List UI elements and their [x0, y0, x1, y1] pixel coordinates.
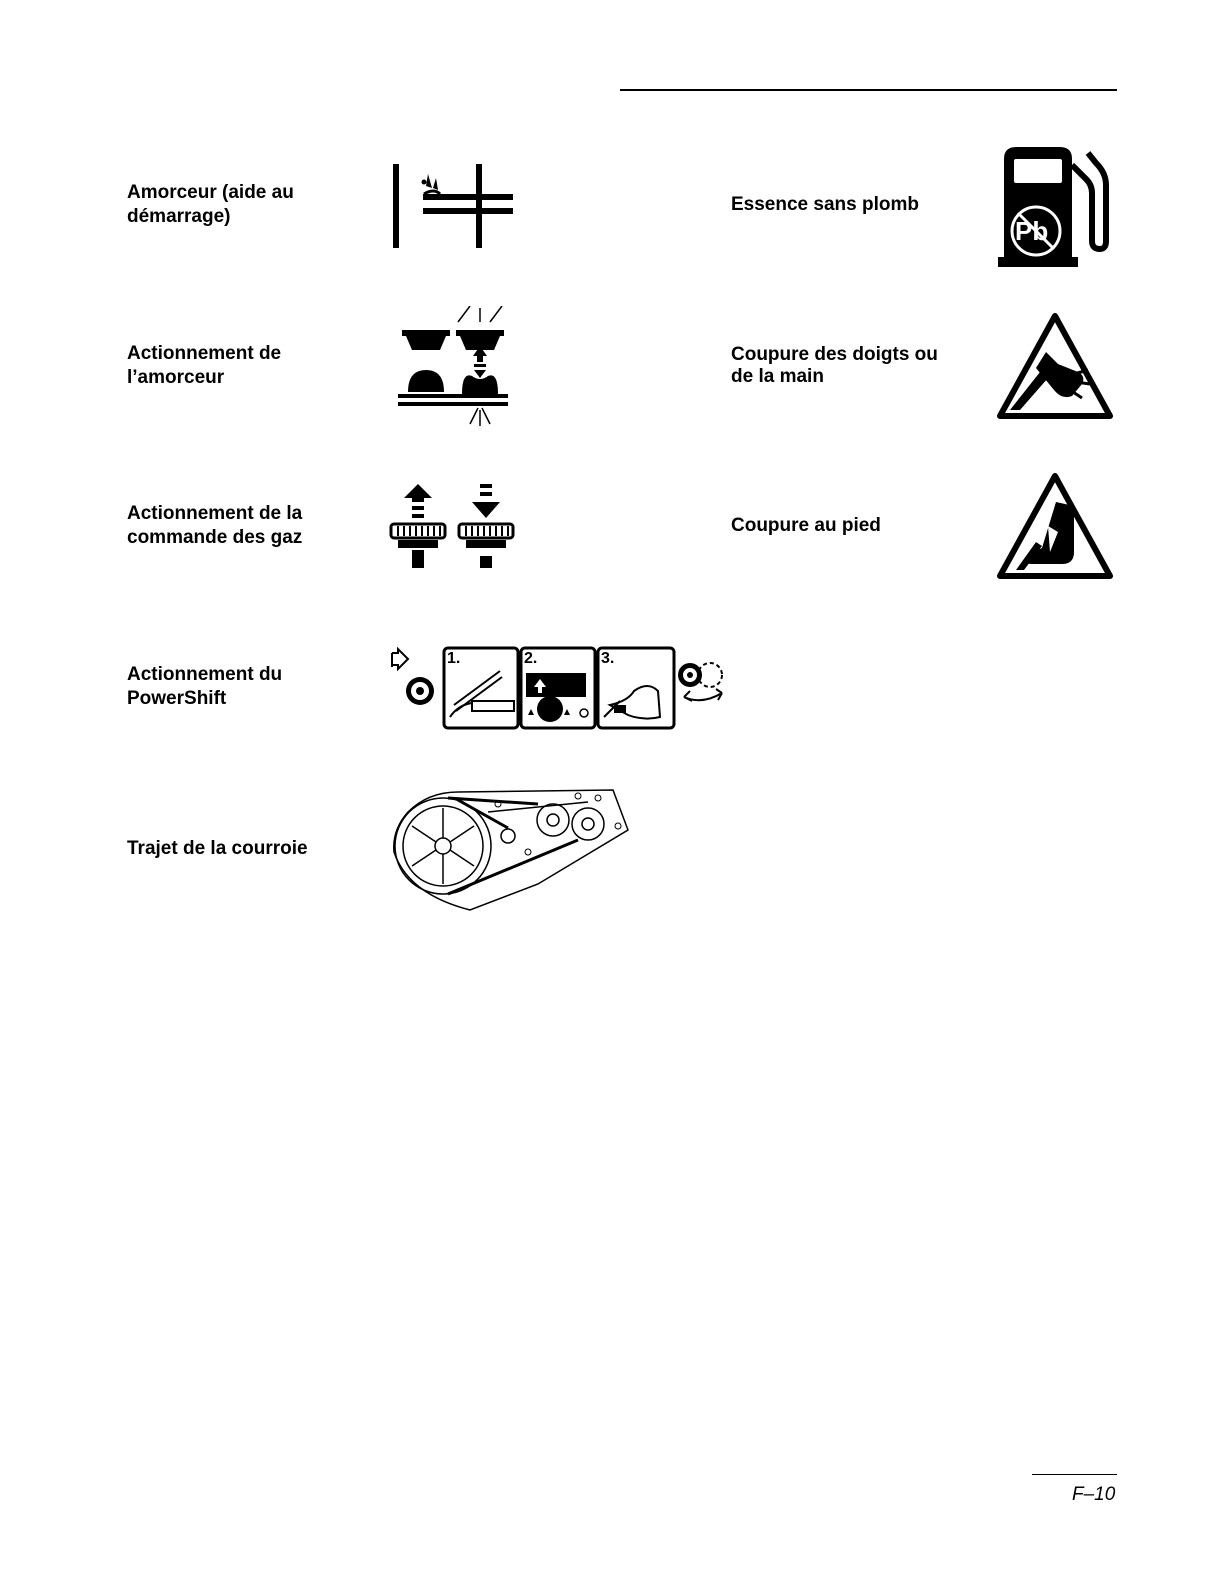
- label-throttle-operation: Actionnement de la commande des gaz: [127, 503, 303, 548]
- belt-routing-diagram: [388, 782, 634, 914]
- throttle-operation-icon: [388, 482, 518, 572]
- label-foot-cut-warning: Coupure au pied: [731, 515, 881, 536]
- pb-badge: Pb: [1015, 216, 1049, 246]
- label-belt-routing: Trajet de la courroie: [127, 838, 308, 859]
- powershift-operation-icon: [388, 645, 728, 731]
- foot-cut-warning-icon: [996, 472, 1114, 580]
- page-number: F–10: [1072, 1484, 1116, 1505]
- powershift-step-3: 3.: [601, 650, 615, 667]
- primer-operation-icon: [394, 306, 512, 430]
- label-unleaded-fuel: Essence sans plomb: [731, 194, 919, 215]
- primer-icon: [388, 160, 518, 252]
- hand-cut-warning-icon: [996, 312, 1114, 420]
- footer-rule: [1032, 1474, 1117, 1475]
- label-hand-cut-warning: Coupure des doigts ou de la main: [731, 344, 938, 387]
- header-rule: [620, 89, 1117, 91]
- powershift-step-2: 2.: [524, 650, 538, 667]
- label-powershift-operation: Actionnement du PowerShift: [127, 664, 283, 709]
- label-primer: Amorceur (aide au démarrage): [127, 182, 294, 227]
- powershift-step-1: 1.: [447, 650, 461, 667]
- label-primer-operation: Actionnement de l’amorceur: [127, 343, 282, 388]
- unleaded-fuel-icon: [996, 145, 1112, 269]
